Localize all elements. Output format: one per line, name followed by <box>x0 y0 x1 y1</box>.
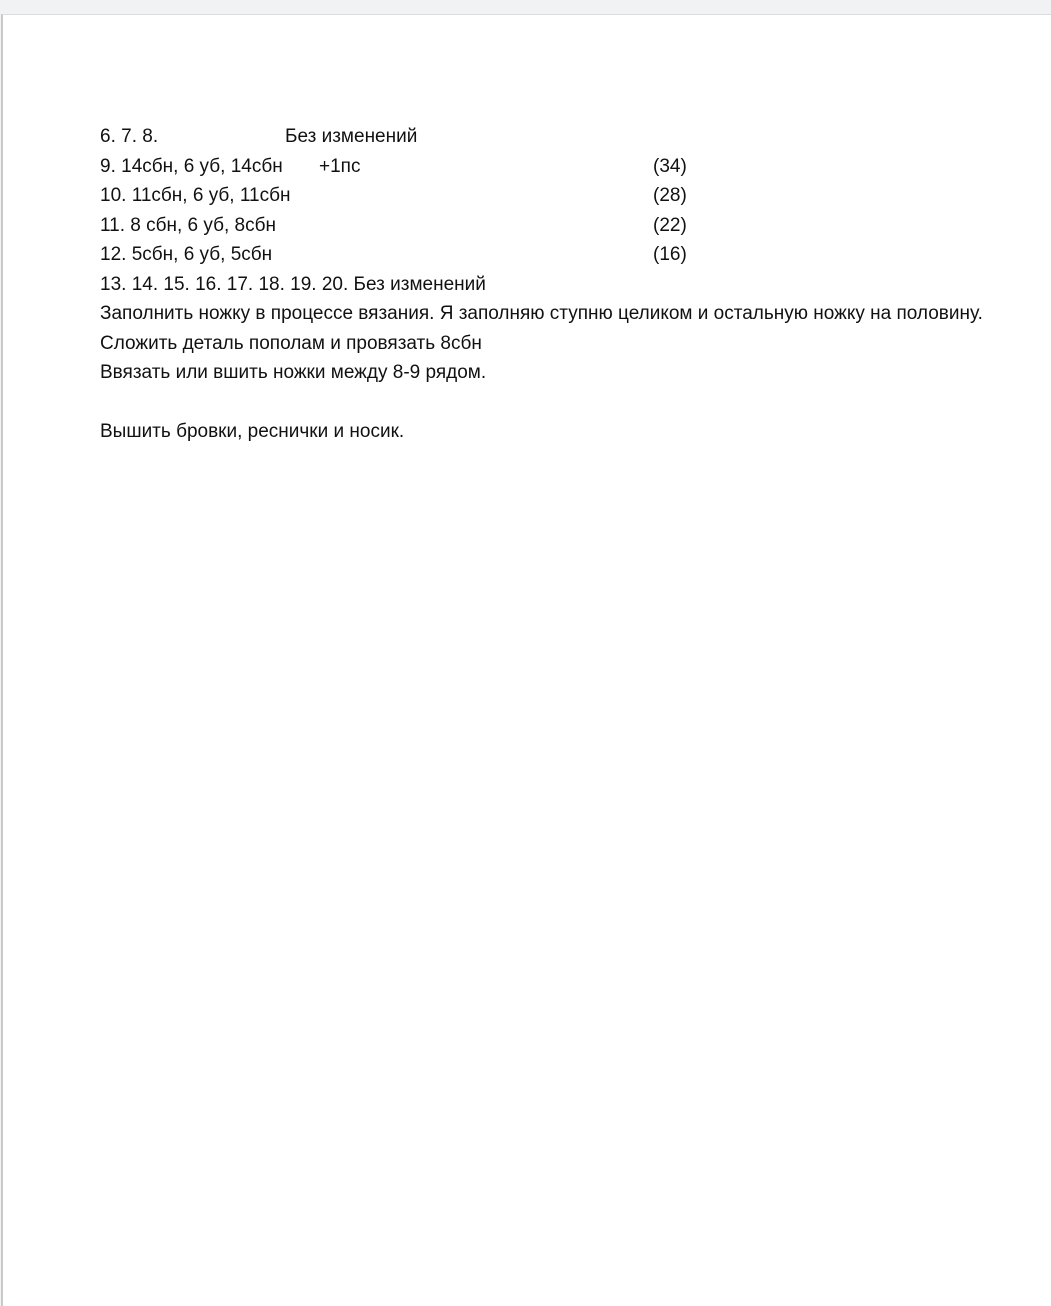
row-note: Без изменений <box>285 126 418 147</box>
row-text: 11. 8 сбн, 6 уб, 8сбн <box>100 214 277 236</box>
row-count: (28) <box>653 185 687 206</box>
document-page <box>1 14 1051 1306</box>
row-13-20 <box>100 270 984 300</box>
row-10 <box>100 181 984 211</box>
paragraph-fold: Сложить деталь пополам и провязать 8сбн <box>100 332 482 354</box>
row-count: (22) <box>653 214 687 236</box>
paragraph-stuffing: Заполнить ножку в процессе вязания. Я заполняю ступню целиком и остальную ножку на половину. <box>100 303 983 324</box>
row-text: 10. 11сбн, 6 уб, 11сбн <box>100 185 291 206</box>
blank-line <box>100 388 984 418</box>
document-content <box>100 122 984 447</box>
row-extra: +1пс <box>319 155 361 177</box>
row-11 <box>100 211 984 241</box>
paragraph-attach-legs: Ввязать или вшить ножки между 8-9 рядом. <box>100 362 487 383</box>
row-count: (34) <box>653 155 687 177</box>
paragraph-embroider: Вышить бровки, реснички и носик. <box>100 421 405 442</box>
row-text: 12. 5сбн, 6 уб, 5сбн <box>100 244 273 265</box>
row-text: 6. 7. 8. <box>100 126 159 147</box>
row-12 <box>100 240 984 270</box>
row-6-8 <box>100 122 984 152</box>
row-9 <box>100 152 984 182</box>
row-text: 9. 14сбн, 6 уб, 14сбн <box>100 155 283 177</box>
row-text: 13. 14. 15. 16. 17. 18. 19. 20. Без изменений <box>100 273 486 295</box>
row-count: (16) <box>653 244 687 265</box>
